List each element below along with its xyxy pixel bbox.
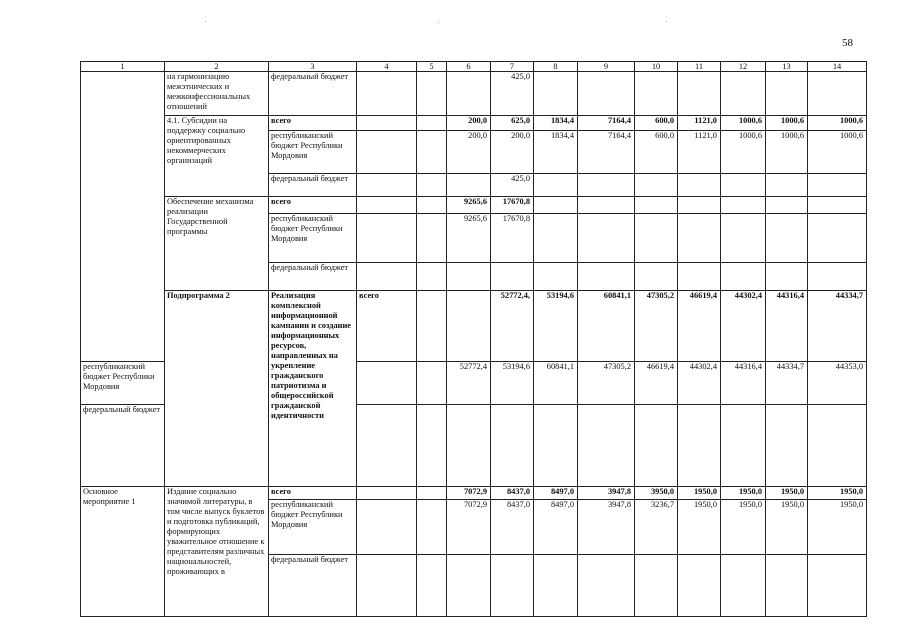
column-header: 2 [165,62,269,72]
value-cell: 60841,1 [578,291,635,362]
value-cell: 200,0 [447,116,491,131]
value-cell: 1121,0 [678,131,721,174]
value-cell: 44302,4 [678,362,721,405]
value-cell: 8497,0 [534,500,578,555]
value-cell: 44334,7 [808,291,867,362]
code-cell [81,72,165,362]
value-cell: 600,0 [635,131,678,174]
value-cell: 8497,0 [534,487,578,500]
column-header: 10 [635,62,678,72]
value-cell: 44302,4 [721,291,766,362]
value-cell: 425,0 [491,174,534,197]
value-cell: 44316,4 [766,291,808,362]
source-cell: федеральный бюджет [269,263,357,291]
value-cell: 60841,1 [534,362,578,405]
value-cell: 1000,6 [808,131,867,174]
source-cell: всего [357,291,417,362]
measure-name-cell: Обеспечение механизма реализации Государственной программы [165,197,269,291]
scan-speck [666,21,667,22]
value-cell: 17670,8 [491,214,534,263]
column-header: 9 [578,62,635,72]
source-cell: федеральный бюджет [269,72,357,116]
value-cell: 7072,9 [447,487,491,500]
value-cell: 3947,8 [578,500,635,555]
value-cell: 200,0 [447,131,491,174]
value-cell: 1000,6 [766,116,808,131]
value-cell: 1000,6 [766,131,808,174]
value-cell: 52772,4 [447,362,491,405]
column-header: 3 [269,62,357,72]
header-row [81,62,867,72]
value-cell: 53194,6 [534,291,578,362]
column-header: 7 [491,62,534,72]
value-cell: 1950,0 [766,487,808,500]
value-cell: 53194,6 [491,362,534,405]
value-cell: 1950,0 [721,487,766,500]
value-cell: 1950,0 [766,500,808,555]
table-row [81,291,867,362]
page-number: 58 [842,37,853,49]
column-header: 14 [808,62,867,72]
source-cell: федеральный бюджет [269,174,357,197]
value-cell: 47305,2 [578,362,635,405]
value-cell: 47305,2 [635,291,678,362]
column-header: 8 [534,62,578,72]
column-header: 4 [357,62,417,72]
scan-speck [438,22,439,23]
value-cell: 600,0 [635,116,678,131]
value-cell: 46619,4 [678,291,721,362]
column-header: 12 [721,62,766,72]
value-cell: 9265,6 [447,214,491,263]
value-cell: 8437,0 [491,500,534,555]
table-row [81,72,867,116]
value-cell: 46619,4 [635,362,678,405]
value-cell: 1950,0 [808,487,867,500]
value-cell: 44353,0 [808,362,867,405]
column-header: 6 [447,62,491,72]
budget-table-container [80,61,866,617]
value-cell: 1834,4 [534,116,578,131]
value-cell: 1121,0 [678,116,721,131]
value-cell: 200,0 [491,131,534,174]
value-cell: 625,0 [491,116,534,131]
value-cell: 7164,4 [578,131,635,174]
scan-speck [205,21,206,22]
table-row [81,116,867,131]
source-cell: республиканский бюджет Республики Мордовия [269,500,357,555]
value-cell: 7164,4 [578,116,635,131]
column-header: 13 [766,62,808,72]
value-cell: 1950,0 [721,500,766,555]
measure-name-cell: 4.1. Субсидии на поддержку социально ориентированных некоммерческих организаций [165,116,269,197]
source-cell: республиканский бюджет Республики Мордовия [269,131,357,174]
code-cell: Основное мероприятие 1 [81,487,165,617]
value-cell: 3947,8 [578,487,635,500]
source-cell: федеральный бюджет [269,555,357,617]
value-cell: 52772,4, [491,291,534,362]
value-cell: 1950,0 [678,500,721,555]
table-row [81,487,867,500]
column-header: 1 [81,62,165,72]
value-cell: 1950,0 [808,500,867,555]
column-header: 5 [417,62,447,72]
value-cell: 9265,6 [447,197,491,214]
value-cell: 1950,0 [678,487,721,500]
value-cell: 425,0 [491,72,534,116]
source-cell: республиканский бюджет Республики Мордовия [81,362,165,405]
measure-name-cell: Реализация комплексной информационной кампании и создание информационных ресурсов, направленных на укрепление гражданского патриотизма и общероссийской гражданской идентичности [269,291,357,487]
value-cell: 7072,9 [447,500,491,555]
source-cell: всего [269,116,357,131]
budget-table [80,61,867,617]
value-cell: 44316,4 [721,362,766,405]
table-row [81,197,867,214]
value-cell: 17670,8 [491,197,534,214]
source-cell: федеральный бюджет [81,405,165,487]
measure-name-cell: Издание социально значимой литературы, в том числе выпуск буклетов и подготовка публикаций, формирующих уважительное отношение к представителям различных национальностей, проживающих в [165,487,269,617]
column-header: 11 [678,62,721,72]
source-cell: республиканский бюджет Республики Мордовия [269,214,357,263]
value-cell: 1000,6 [808,116,867,131]
value-cell: 1000,6 [721,131,766,174]
source-cell: всего [269,487,357,500]
code-cell: Подпрограмма 2 [165,291,269,487]
measure-name-cell: на гармонизацию межэтнических и межконфессиональных отношений [165,72,269,116]
value-cell: 1834,4 [534,131,578,174]
value-cell: 1000,6 [721,116,766,131]
value-cell: 8437,0 [491,487,534,500]
value-cell: 3950,0 [635,487,678,500]
source-cell: всего [269,197,357,214]
value-cell: 44334,7 [766,362,808,405]
value-cell: 3236,7 [635,500,678,555]
